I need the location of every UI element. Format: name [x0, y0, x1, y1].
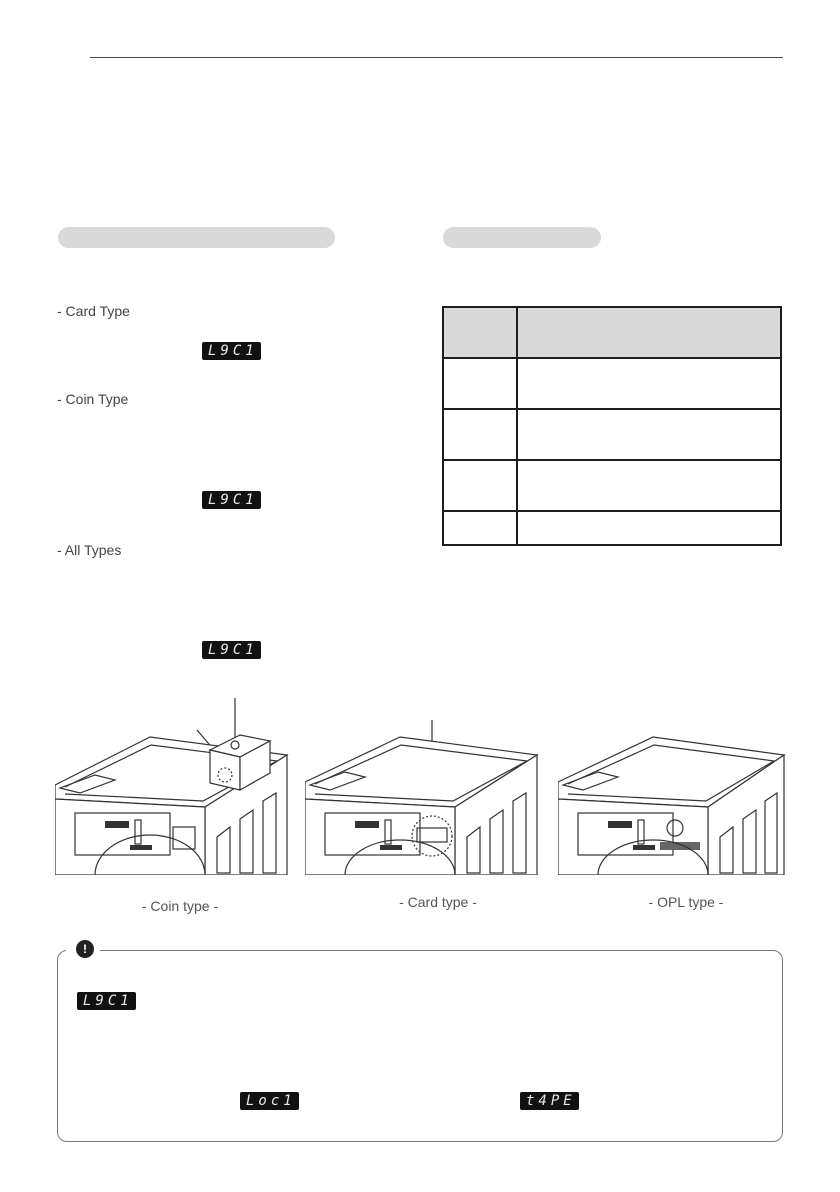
note-lcd-3	[520, 1092, 579, 1110]
card-type-washer-illustration	[305, 720, 540, 875]
table-header-row	[443, 307, 781, 358]
table-cell	[443, 307, 517, 358]
panel-display	[355, 821, 379, 828]
panel-button	[130, 845, 152, 850]
coin-type-washer-illustration	[55, 695, 290, 875]
header-rule	[90, 57, 783, 58]
card-type-lcd	[202, 342, 261, 360]
table-cell	[443, 409, 517, 460]
lcd-display: Loc1	[240, 1092, 299, 1110]
table-cell	[443, 358, 517, 409]
opl-label-plate	[660, 842, 700, 850]
panel-display	[608, 821, 632, 828]
washer-front	[305, 799, 455, 875]
coin-type-lcd	[202, 491, 261, 509]
panel-button	[380, 845, 402, 850]
left-section-header	[58, 227, 335, 248]
table-row	[443, 460, 781, 511]
note-lcd-1	[77, 992, 136, 1010]
lcd-display: L9C1	[202, 641, 261, 659]
card-type-label: - Card Type	[57, 303, 130, 319]
note-lcd-2	[240, 1092, 299, 1110]
coin-type-label: - Coin Type	[57, 391, 129, 407]
panel-button	[633, 845, 655, 850]
table-cell	[443, 460, 517, 511]
table-cell	[517, 307, 781, 358]
lcd-display: L9C1	[202, 491, 261, 509]
all-types-label: - All Types	[57, 542, 122, 558]
lcd-display: L9C1	[202, 342, 261, 360]
settings-table	[442, 306, 782, 546]
all-types-lcd	[202, 641, 261, 659]
note-header-rule	[100, 950, 174, 951]
card-type-caption: - Card type -	[399, 894, 477, 910]
opl-type-caption: - OPL type -	[648, 894, 724, 910]
table-cell	[443, 511, 517, 545]
lcd-display: L9C1	[77, 992, 136, 1010]
table-cell	[517, 409, 781, 460]
table-row	[443, 409, 781, 460]
table-cell	[517, 511, 781, 545]
exclamation-icon: !	[76, 940, 94, 958]
coin-type-caption: - Coin type -	[141, 898, 219, 914]
lcd-display: t4PE	[520, 1092, 579, 1110]
table-row	[443, 358, 781, 409]
table-row	[443, 511, 781, 545]
note-box	[57, 950, 783, 1142]
washer-front	[558, 799, 708, 875]
coin-box-front	[210, 750, 240, 790]
table-cell	[517, 460, 781, 511]
opl-type-washer-illustration	[558, 720, 793, 875]
table-cell	[517, 358, 781, 409]
right-section-header	[443, 227, 601, 248]
panel-display	[105, 821, 129, 828]
